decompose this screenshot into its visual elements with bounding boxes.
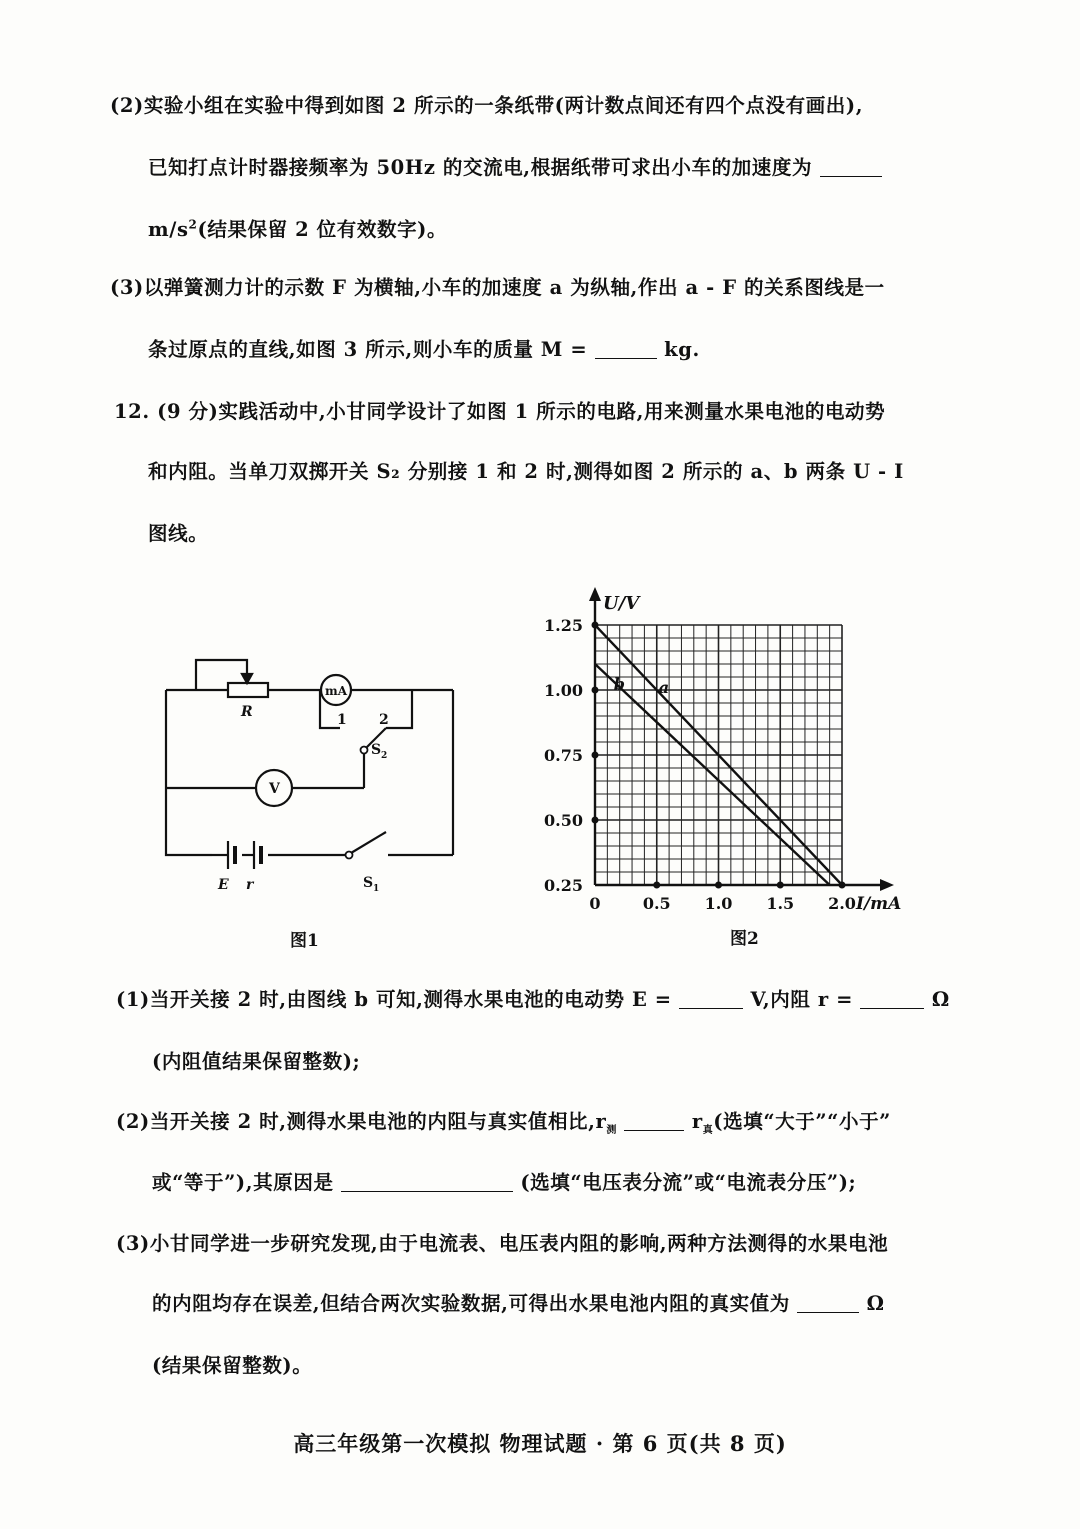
series-label-a: a	[658, 678, 670, 697]
x-axis-arrow	[880, 879, 894, 891]
series-line-b	[595, 664, 830, 885]
label-rheostat: R	[241, 704, 253, 720]
y-axis-label: U/V	[603, 593, 640, 614]
x-tick-label: 1.5	[766, 894, 795, 913]
q12-part3-line1: (3)小甘同学进一步研究发现,由于电流表、电压表内阻的影响,两种方法测得的水果电池	[116, 1232, 889, 1255]
q11-part2-line3	[148, 214, 447, 242]
y-tick-label: 0.25	[544, 876, 583, 895]
y-tick-label: 1.25	[544, 616, 583, 635]
q11-part2-line2	[148, 152, 882, 180]
rheostat-symbol	[228, 683, 268, 697]
page-footer: 高三年级第一次模拟 物理试题 · 第 6 页(共 8 页)	[293, 1431, 787, 1456]
q11-part3-line2-text: 条过原点的直线,如图 3 所示,则小车的质量 M =	[148, 338, 588, 361]
answer-blank-compare[interactable]	[624, 1112, 684, 1131]
label-terminal-2: 2	[379, 712, 389, 728]
answer-blank-reason[interactable]	[341, 1173, 513, 1192]
label-emf: E	[218, 877, 229, 893]
q12-part1-line2: (内阻值结果保留整数);	[152, 1050, 361, 1073]
q12-part2-reason-text: 或“等于”),其原因是	[152, 1171, 334, 1194]
label-s2: S	[371, 742, 382, 758]
answer-blank-mass[interactable]	[595, 340, 657, 359]
q12-part3-line3: (结果保留整数)。	[152, 1354, 313, 1377]
q11-part2-line2-text: 已知打点计时器接频率为 50Hz 的交流电,根据纸带可求出小车的加速度为	[148, 156, 813, 179]
y-tick-label: 0.50	[544, 811, 583, 830]
x-tick-dot	[653, 882, 660, 889]
q11-part2-note: (结果保留 2 位有效数字)。	[197, 218, 448, 241]
series-label-b: b	[613, 674, 625, 694]
q12-part1-mid: V,内阻 r =	[750, 988, 854, 1011]
q12-part2-line1	[116, 1106, 891, 1136]
x-tick-label: 0.5	[642, 894, 671, 913]
subscript-true: 真	[702, 1124, 714, 1136]
label-s1: S	[363, 875, 374, 891]
q12-part3-line2	[152, 1288, 885, 1316]
answer-blank-resistance[interactable]	[860, 990, 924, 1009]
r-true: r	[691, 1110, 703, 1133]
figure1-circuit	[150, 640, 480, 900]
x-tick-label: 2.0	[828, 894, 856, 913]
label-s1-sub: 1	[373, 884, 380, 894]
y-tick-dot	[592, 752, 599, 759]
mass-unit: kg.	[664, 338, 700, 361]
q12-part3-text: 的内阻均存在误差,但结合两次实验数据,可得出水果电池内阻的真实值为	[152, 1292, 790, 1315]
q12-stem-line2: 和内阻。当单刀双掷开关 S₂ 分别接 1 和 2 时,测得如图 2 所示的 a、b 两条 U - I	[148, 460, 904, 483]
y-tick-label: 0.75	[544, 746, 583, 765]
q11-part2-line1: (2)实验小组在实验中得到如图 2 所示的一条纸带(两计数点间还有四个点没有画出),	[110, 94, 864, 117]
x-tick-dot	[715, 882, 722, 889]
x-tick-label: 0	[589, 894, 601, 913]
q12-stem-line3: 图线。	[148, 522, 209, 545]
acceleration-unit: m/s	[148, 218, 189, 241]
label-internal-r: r	[246, 877, 254, 893]
y-tick-dot	[592, 817, 599, 824]
q12-part2-line2	[152, 1167, 856, 1195]
x-tick-dot	[777, 882, 784, 889]
answer-blank-emf[interactable]	[679, 990, 743, 1009]
q11-part3-line1: (3)以弹簧测力计的示数 F 为横轴,小车的加速度 a 为纵轴,作出 a - F 的关系图线是一	[110, 276, 885, 299]
q12-part2-options: (选填“大于”“小于”	[713, 1110, 891, 1133]
x-axis-label: I/mA	[856, 894, 902, 914]
q12-part1-text: (1)当开关接 2 时,由图线 b 可知,测得水果电池的电动势 E =	[116, 988, 672, 1011]
chart-axes	[589, 587, 894, 891]
label-s2-sub: 2	[381, 751, 388, 761]
x-tick-label: 1.0	[704, 894, 733, 913]
label-milliammeter: mA	[325, 684, 348, 698]
subscript-measured: 测	[606, 1124, 618, 1136]
y-axis-arrow	[589, 587, 601, 601]
ohm-unit: Ω	[931, 988, 950, 1011]
figure2-caption: 图2	[730, 929, 759, 949]
q12-part2-reason-options: (选填“电压表分流”或“电流表分压”);	[520, 1171, 857, 1194]
y-tick-label: 1.00	[544, 681, 583, 700]
ohm-unit-2: Ω	[866, 1292, 885, 1315]
answer-blank-true-resistance[interactable]	[797, 1294, 859, 1313]
answer-blank-acceleration[interactable]	[820, 158, 882, 177]
figure1-caption: 图1	[290, 931, 319, 951]
q11-part3-line2	[148, 334, 700, 362]
unit-exponent: 2	[188, 217, 198, 232]
q12-stem-line1: 12. (9 分)实践活动中,小甘同学设计了如图 1 所示的电路,用来测量水果电池的电动势	[114, 400, 886, 423]
label-voltmeter: V	[269, 781, 280, 797]
q12-part1-line1	[116, 984, 950, 1012]
q12-part2-text: (2)当开关接 2 时,测得水果电池的内阻与真实值相比,r	[116, 1110, 607, 1133]
label-terminal-1: 1	[337, 712, 347, 728]
figure2-ui-chart	[530, 585, 920, 920]
y-tick-dot	[592, 687, 599, 694]
